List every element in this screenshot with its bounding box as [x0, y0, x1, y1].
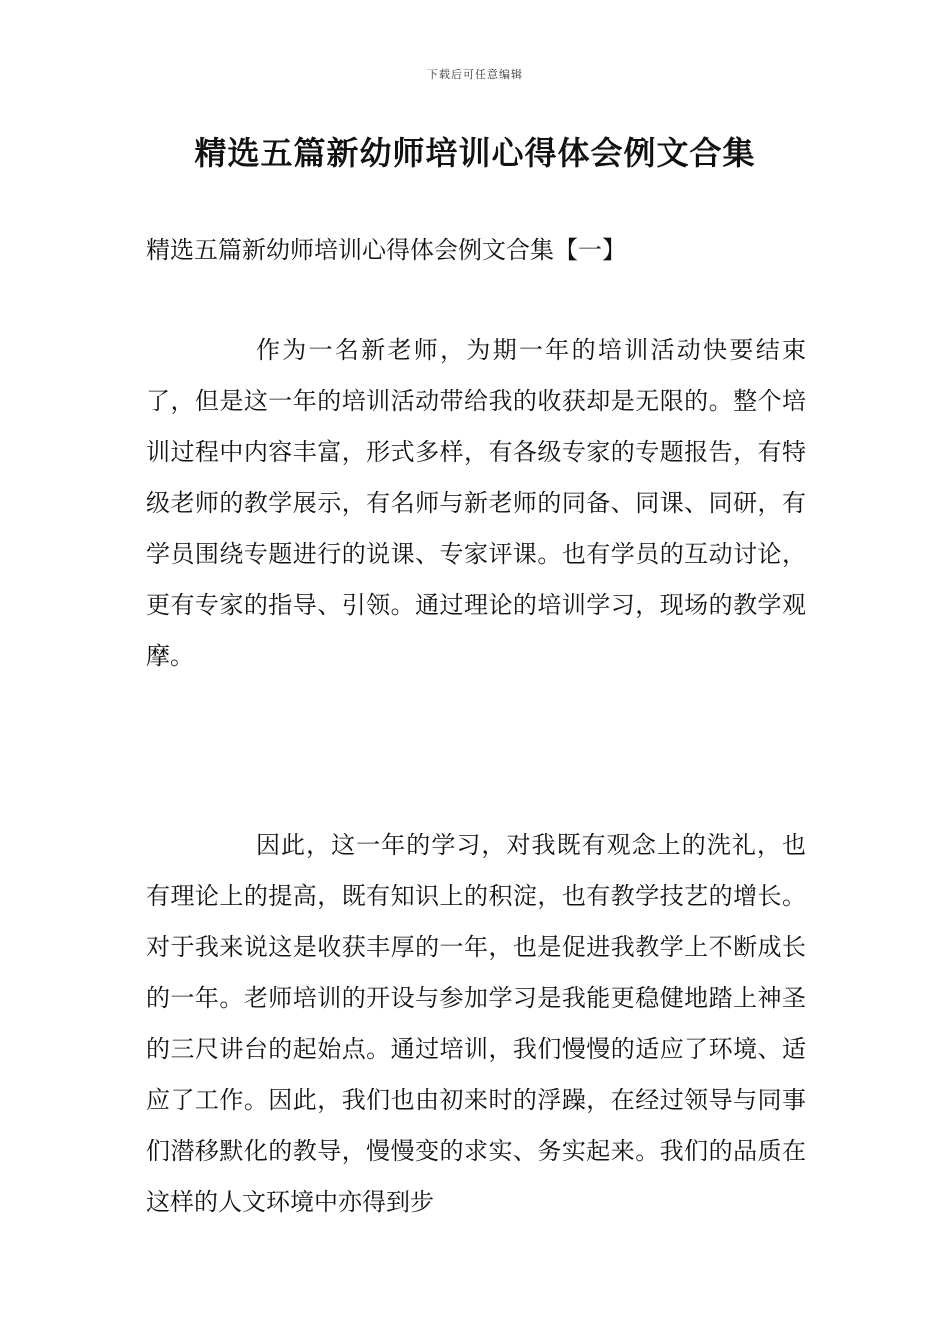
body-paragraph-1: 作为一名新老师，为期一年的培训活动快要结束了，但是这一年的培训活动带给我的收获却是无限的。整个培训过程中内容丰富，形式多样，有各级专家的专题报告，有特级老师的教学展示，有名师与新老师的同备、同课、同研，有学员围绕专题进行的说课、专家评课。也有学员的互动讨论，更有专家的指导、引领。通过理论的培训学习，现场的教学观摩。 [146, 336, 806, 670]
body-paragraph-2: 因此，这一年的学习，对我既有观念上的洗礼，也有理论上的提高，既有知识上的积淀，也有教学技艺的增长。对于我来说这是收获丰厚的一年，也是促进我教学上不断成长的一年。老师培训的开设与参加学习是我能更稳健地踏上神圣的三尺讲台的起始点。通过培训，我们慢慢的适应了环境、适应了工作。因此，我们也由初来时的浮躁，在经过领导与同事们潜移默化的教导，慢慢变的求实、务实起来。我们的品质在这样的人文环境中亦得到步 [146, 831, 806, 1216]
document-title: 精选五篇新幼师培训心得体会例文合集 [194, 134, 756, 172]
header-note: 下载后可任意编辑 [427, 68, 523, 81]
section-heading: 精选五篇新幼师培训心得体会例文合集【一】 [146, 236, 626, 264]
